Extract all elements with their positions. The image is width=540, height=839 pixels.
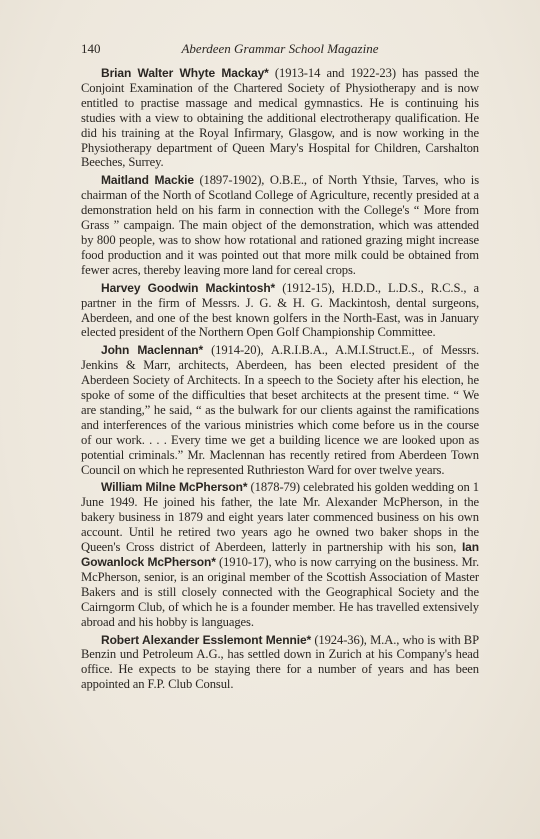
entry-name-secondary: Ian Gowanlock McPherson* — [81, 540, 479, 569]
page-number: 140 — [81, 41, 101, 56]
entry-mackintosh — [81, 281, 479, 341]
entry-text: (1913-14 and 1922-23) has passed the Conjoint Examination of the Chartered Society of Physiotherapy and is now entitled to practise massage and medical gymnastics. He is continuing his studies with a view to obtaining the additional electrotherapy qualification. He did his training at the Royal Infirmary, Glasgow, and is now working in the Physiotherapy department of Queen Mary's Hospital for Children, Carshalton Beeches, Surrey. — [81, 66, 480, 170]
entry-name: Brian Walter Whyte Mackay* — [101, 66, 269, 80]
entry-text: (1878-79) celebrated his golden wedding on 1 June 1949. He joined his father, the late Mr. Alexander McPherson, in the bakery business in 1879 and eight years later commenced business on his own account. Until he retired two years ago he owned two baker shops in the Queen's Cross district of Aberdeen, latterly in partnership with his son, — [81, 480, 479, 555]
entry-name: William Milne McPherson* — [101, 480, 248, 495]
entry-name: John Maclennan* — [101, 343, 204, 358]
entry-maclennan — [81, 343, 479, 477]
entry-name: Harvey Goodwin Mackintosh* — [101, 280, 276, 295]
entry-mcpherson — [81, 480, 479, 629]
running-title: Aberdeen Grammar School Magazine — [181, 41, 379, 56]
entry-mennie — [81, 633, 479, 693]
entry-name: Maitland Mackie — [101, 173, 194, 188]
entry-mackay — [81, 66, 479, 170]
entry-text: (1914-20), A.R.I.B.A., A.M.I.Struct.E., of Messrs. Jenkins & Marr, architects, Aberdeen, has been elected president of the Aberdeen Society of Architects. In a speech to the Society after his election, he spoke of some of the difficulties that beset architects at the present time. “ We are standing,” he said, “ as the bulwark for our clients against the ramifications and interferences of the various ministries which come before us in the course of our work. . . . Every time we get a building licence we are looked upon as potential criminals.” Mr. Maclennan has recently retired from Aberdeen Town Council on which he represented Ruthrieston Ward for over twelve years. — [81, 343, 479, 477]
entry-text: (1912-15), H.D.D., L.D.S., R.C.S., a partner in the firm of Messrs. J. G. & H. G. Mackintosh, dental surgeons, Aberdeen, and one of the best known golfers in the North-East, was in January elected president of the Northern Open Golf Championship Committee. — [81, 280, 480, 340]
entry-mackie — [81, 173, 479, 277]
article-body — [81, 66, 479, 695]
page-header — [81, 41, 479, 59]
entry-text: (1924-36), M.A., who is with BP Benzin und Petroleum A.G., has settled down in Zurich at his Company's head office. He expects to be staying there for a number of years and has been appointed an F.P. Club Consul. — [81, 632, 479, 692]
entry-text-continued: (1910-17), who is now carrying on the business. Mr. McPherson, senior, is an original member of the Scottish Association of Master Bakers and is still closely connected with the Geographical Society and the Cairngorm Club, of which he is a founder member. He has travelled extensively abroad and his hobby is languages. — [81, 555, 479, 629]
entry-text: (1897-1902), O.B.E., of North Ythsie, Tarves, who is chairman of the North of Scotland College of Agriculture, recently presided at a demonstration held on his farm in connection with the College's “ More from Grass ” campaign. The main object of the demonstration, which was attended by 800 people, was to show how rotational and rationed grazing might increase food production and it was pointed out that more milk could be obtained from fewer acres, thereby leaving more land for cereal crops. — [81, 173, 479, 277]
entry-name: Robert Alexander Esslemont Mennie* — [101, 632, 312, 647]
